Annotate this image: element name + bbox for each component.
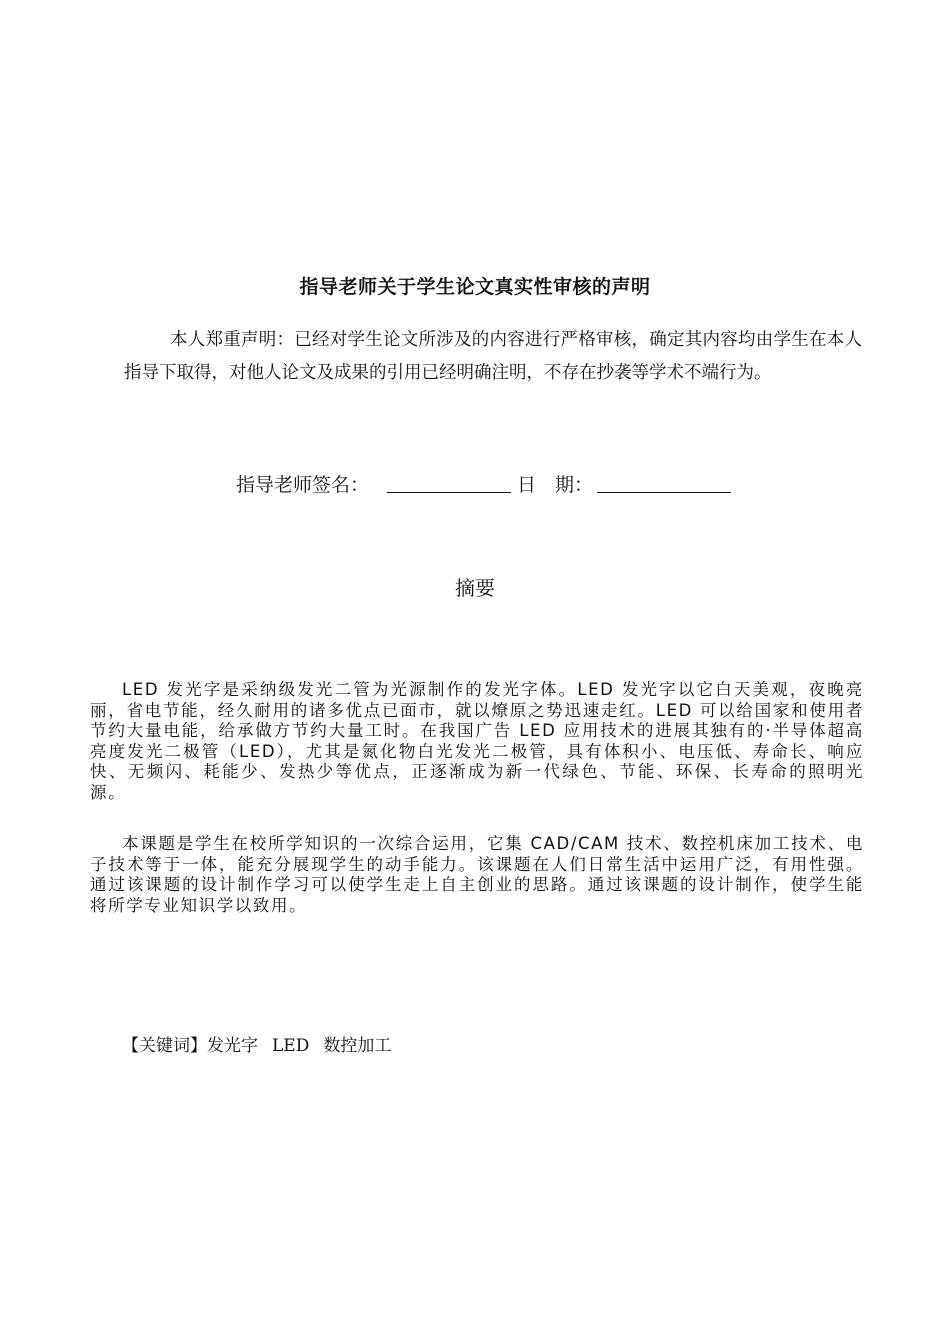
date-blank [597, 472, 731, 493]
declaration-title: 指导老师关于学生论文真实性审核的声明 [299, 276, 651, 298]
keyword-item: 数控加工 [323, 1036, 392, 1056]
keyword-item: LED [272, 1036, 310, 1056]
keyword-item: 发光字 [207, 1036, 258, 1056]
signature-line [236, 470, 731, 497]
keywords-label: 【关键词】 [122, 1036, 207, 1056]
abstract-title: 摘要 [455, 576, 495, 600]
date-label: 日 期： [517, 474, 594, 496]
abstract-paragraph-2: 本课题是学生在校所学知识的一次综合运用，它集 CAD/CAM 技术、数控机床加工技术、电子技术等于一体，能充分展现学生的动手能力。该课题在人们日常生活中运用广泛，有用性强。通过该课题的设计制作学习可以使学生走上自主创业的思路。通过该课题的设计制作，使学生能将所学专业知识学以致用。 [90, 834, 864, 915]
signature-blank [387, 472, 511, 493]
declaration-body: 本人郑重声明：已经对学生论文所涉及的内容进行严格审核，确定其内容均由学生在本人指导下取得，对他人论文及成果的引用已经明确注明，不存在抄袭等学术不端行为。 [124, 330, 862, 383]
abstract-paragraph-1: LED 发光字是采纳级发光二管为光源制作的发光字体。LED 发光字以它白天美观，夜晚亮丽，省电节能，经久耐用的诸多优点已面市，就以燎原之势迅速走红。LED 可以给国家和使用者节约大量电能，给承做方节约大量工时。在我国广告 LED 应用技术的进展其独有的·半导体超高亮度发光二极管（LED），尤其是氮化物白光发光二极管，具有体积小、电压低、寿命长、响应快、无频闪、耗能少、发热少等优点，正逐渐成为新一代绿色、节能、环保、长寿命的照明光源。 [90, 680, 864, 802]
keywords-line [122, 1031, 391, 1056]
signature-label: 指导老师签名： [236, 474, 370, 496]
